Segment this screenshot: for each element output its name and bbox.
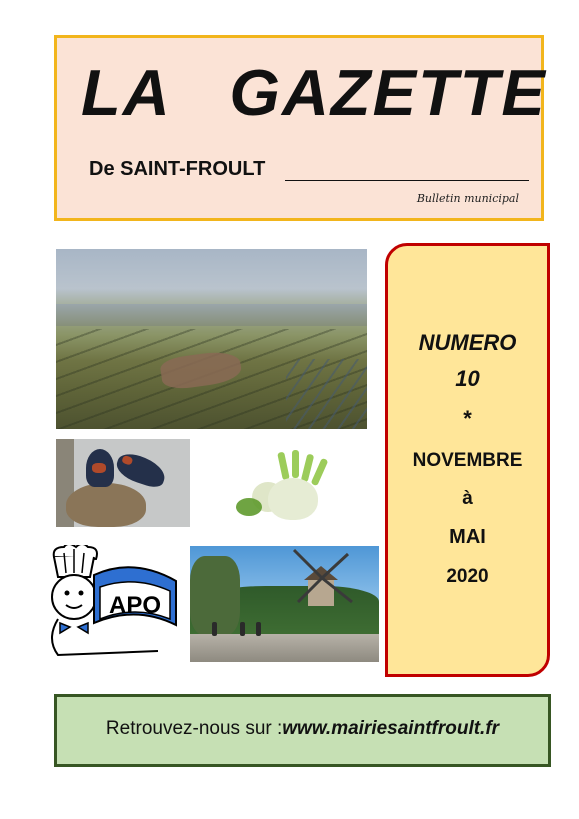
gazette-title: LA GAZETTE xyxy=(81,56,547,129)
aerial-sea xyxy=(56,304,367,326)
windmill-road xyxy=(190,634,379,662)
issue-box xyxy=(385,243,550,677)
swallows-nest xyxy=(66,483,146,527)
issue-separator: * xyxy=(463,406,472,431)
gazette-subtitle: De SAINT-FROULT xyxy=(89,158,266,180)
fennel-stalk xyxy=(292,450,299,478)
walker-figure xyxy=(240,622,245,636)
apo-logo-text: APO xyxy=(108,592,162,619)
issue-month-end: MAI xyxy=(449,526,486,548)
windmill-sails-icon xyxy=(286,546,366,606)
walker-figure xyxy=(212,622,217,636)
issue-month-start: NOVEMBRE xyxy=(412,450,523,471)
aerial-channels xyxy=(286,359,367,429)
fennel-stalk xyxy=(277,452,290,481)
swallow-bird xyxy=(86,449,114,487)
walker-figure xyxy=(256,622,261,636)
apo-chef-icon xyxy=(40,545,180,663)
subtitle-underline xyxy=(285,180,529,181)
swallows-photo xyxy=(56,439,190,527)
issue-year: 2020 xyxy=(446,566,489,587)
fennel-frond xyxy=(236,498,262,516)
bulletin-tagline: Bulletin municipal xyxy=(416,192,519,205)
subtitle-row xyxy=(89,158,529,186)
fennel-bulb xyxy=(268,478,318,520)
footer-box xyxy=(54,694,551,767)
aerial-photo-village xyxy=(56,249,367,429)
issue-number: 10 xyxy=(455,366,480,391)
issue-connector: à xyxy=(462,488,473,509)
issue-numero-label: NUMERO xyxy=(418,330,517,355)
website-link[interactable]: www.mairiesaintfroult.fr xyxy=(282,718,500,739)
footer-prefix: Retrouvez-nous sur : xyxy=(105,718,283,739)
apo-logo xyxy=(40,545,180,663)
windmill-photo xyxy=(190,546,379,662)
fennel-stalk xyxy=(311,458,329,486)
gazette-header xyxy=(54,35,547,221)
fennel-photo xyxy=(232,448,338,522)
footer-text xyxy=(57,718,548,740)
